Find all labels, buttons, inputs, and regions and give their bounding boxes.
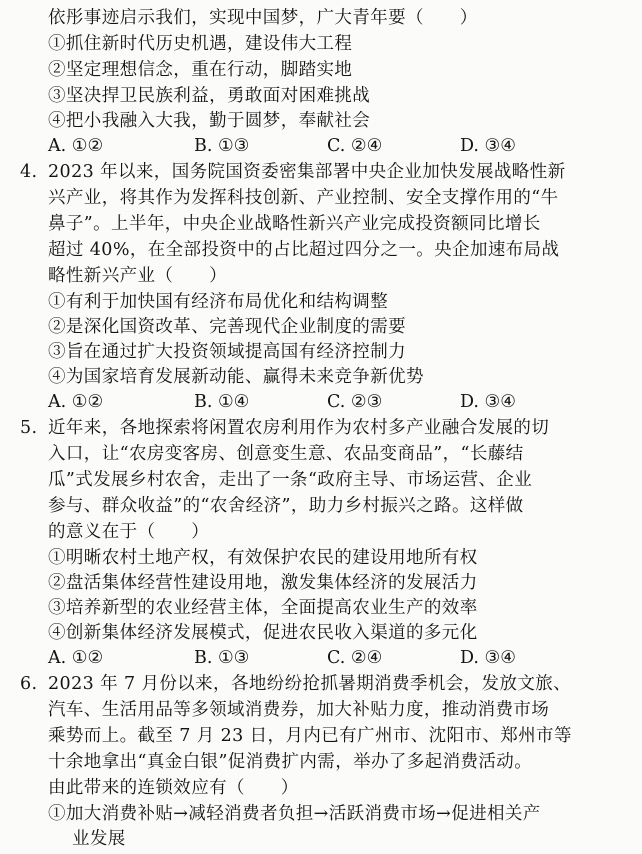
q6-option-1: ①加大消费补贴→减轻消费者负担→活跃消费市场→促进相关产 bbox=[48, 804, 541, 824]
q3-stem-end: 依彤事迹启示我们，实现中国梦，广大青年要（ ） bbox=[48, 8, 478, 28]
q5-choice-a: A. ①② bbox=[48, 648, 104, 668]
q5-choice-d: D. ③④ bbox=[460, 648, 516, 668]
q5-option-2: ②盘活集体经营性建设用地，激发集体经济的发展活力 bbox=[48, 573, 478, 593]
q4-choice-b: B. ①④ bbox=[194, 392, 250, 412]
q5-choice-b: B. ①③ bbox=[194, 648, 250, 668]
q4-stem-line-3: 鼻子”。上半年，中央企业战略性新兴产业完成投资额同比增长 bbox=[48, 214, 541, 234]
q6-stem-line-1: 2023 年 7 月份以来，各地纷纷抢抓暑期消费季机会，发放文旅、 bbox=[48, 674, 572, 694]
q3-option-3: ③坚决捍卫民族利益，勇敢面对困难挑战 bbox=[48, 86, 371, 106]
q4-number: 4. bbox=[20, 162, 38, 182]
q4-option-3: ③旨在通过扩大投资领域提高国有经济控制力 bbox=[48, 342, 406, 362]
q4-stem-line-5: 略性新兴产业（ ） bbox=[48, 266, 227, 286]
q3-option-4: ④把小我融入大我，勤于圆梦，奉献社会 bbox=[48, 111, 371, 131]
q5-option-4: ④创新集体经济发展模式，促进农民收入渠道的多元化 bbox=[48, 623, 478, 643]
q6-stem-line-4: 十余地拿出“真金白银”促消费扩内需，举办了多起消费活动。 bbox=[48, 752, 533, 772]
q5-stem-line-2: 入口，让“农房变客房、创意变生意、农品变商品”，“长藤结 bbox=[48, 444, 524, 464]
q5-number: 5. bbox=[20, 418, 38, 438]
q5-choice-c: C. ②④ bbox=[327, 648, 383, 668]
q5-stem-line-3: 瓜”式发展乡村农舍，走出了一条“政府主导、市场运营、企业 bbox=[48, 470, 533, 490]
q4-stem-line-2: 兴产业，将其作为发挥科技创新、产业控制、安全支撑作用的“牛 bbox=[48, 188, 559, 208]
q6-stem-line-2: 汽车、生活用品等多领域消费券，加大补贴力度，推动消费市场 bbox=[48, 700, 550, 720]
q5-stem-line-1: 近年来，各地探索将闲置农房利用作为农村多产业融合发展的切 bbox=[48, 418, 550, 438]
q5-stem-line-4: 参与、群众收益”的“农舍经济”，助力乡村振兴之路。这样做 bbox=[48, 496, 524, 516]
q4-option-4: ④为国家培育发展新动能、赢得未来竞争新优势 bbox=[48, 367, 424, 387]
q3-choice-b: B. ①③ bbox=[194, 136, 250, 156]
q5-option-3: ③培养新型的农业经营主体，全面提高农业生产的效率 bbox=[48, 598, 478, 618]
q4-choice-a: A. ①② bbox=[48, 392, 104, 412]
q4-choice-d: D. ③④ bbox=[460, 392, 516, 412]
q3-choice-a: A. ①② bbox=[48, 136, 104, 156]
q4-option-1: ①有利于加快国有经济布局优化和结构调整 bbox=[48, 292, 389, 312]
q5-stem-line-5: 的意义在于（ ） bbox=[48, 522, 210, 542]
q4-stem-line-1: 2023 年以来，国务院国资委密集部署中央企业加快发展战略性新 bbox=[48, 162, 566, 182]
q6-number: 6. bbox=[20, 674, 38, 694]
q3-option-1: ①抓住新时代历史机遇，建设伟大工程 bbox=[48, 34, 353, 54]
q3-choice-c: C. ②④ bbox=[327, 136, 383, 156]
q4-choice-c: C. ②③ bbox=[327, 392, 383, 412]
q5-option-1: ①明晰农村土地产权，有效保护农民的建设用地所有权 bbox=[48, 548, 478, 568]
q3-choice-d: D. ③④ bbox=[460, 136, 516, 156]
q6-option-1-continued: 业发展 bbox=[72, 829, 126, 849]
q6-stem-line-5: 由此带来的连锁效应有（ ） bbox=[48, 778, 299, 798]
q4-option-2: ②是深化国资改革、完善现代企业制度的需要 bbox=[48, 317, 406, 337]
q3-option-2: ②坚定理想信念，重在行动，脚踏实地 bbox=[48, 60, 353, 80]
q6-stem-line-3: 乘势而上。截至 7 月 23 日，月内已有广州市、沈阳市、郑州市等 bbox=[48, 726, 572, 746]
q4-stem-line-4: 超过 40%，在全部投资中的占比超过四分之一。央企加速布局战 bbox=[48, 240, 560, 260]
